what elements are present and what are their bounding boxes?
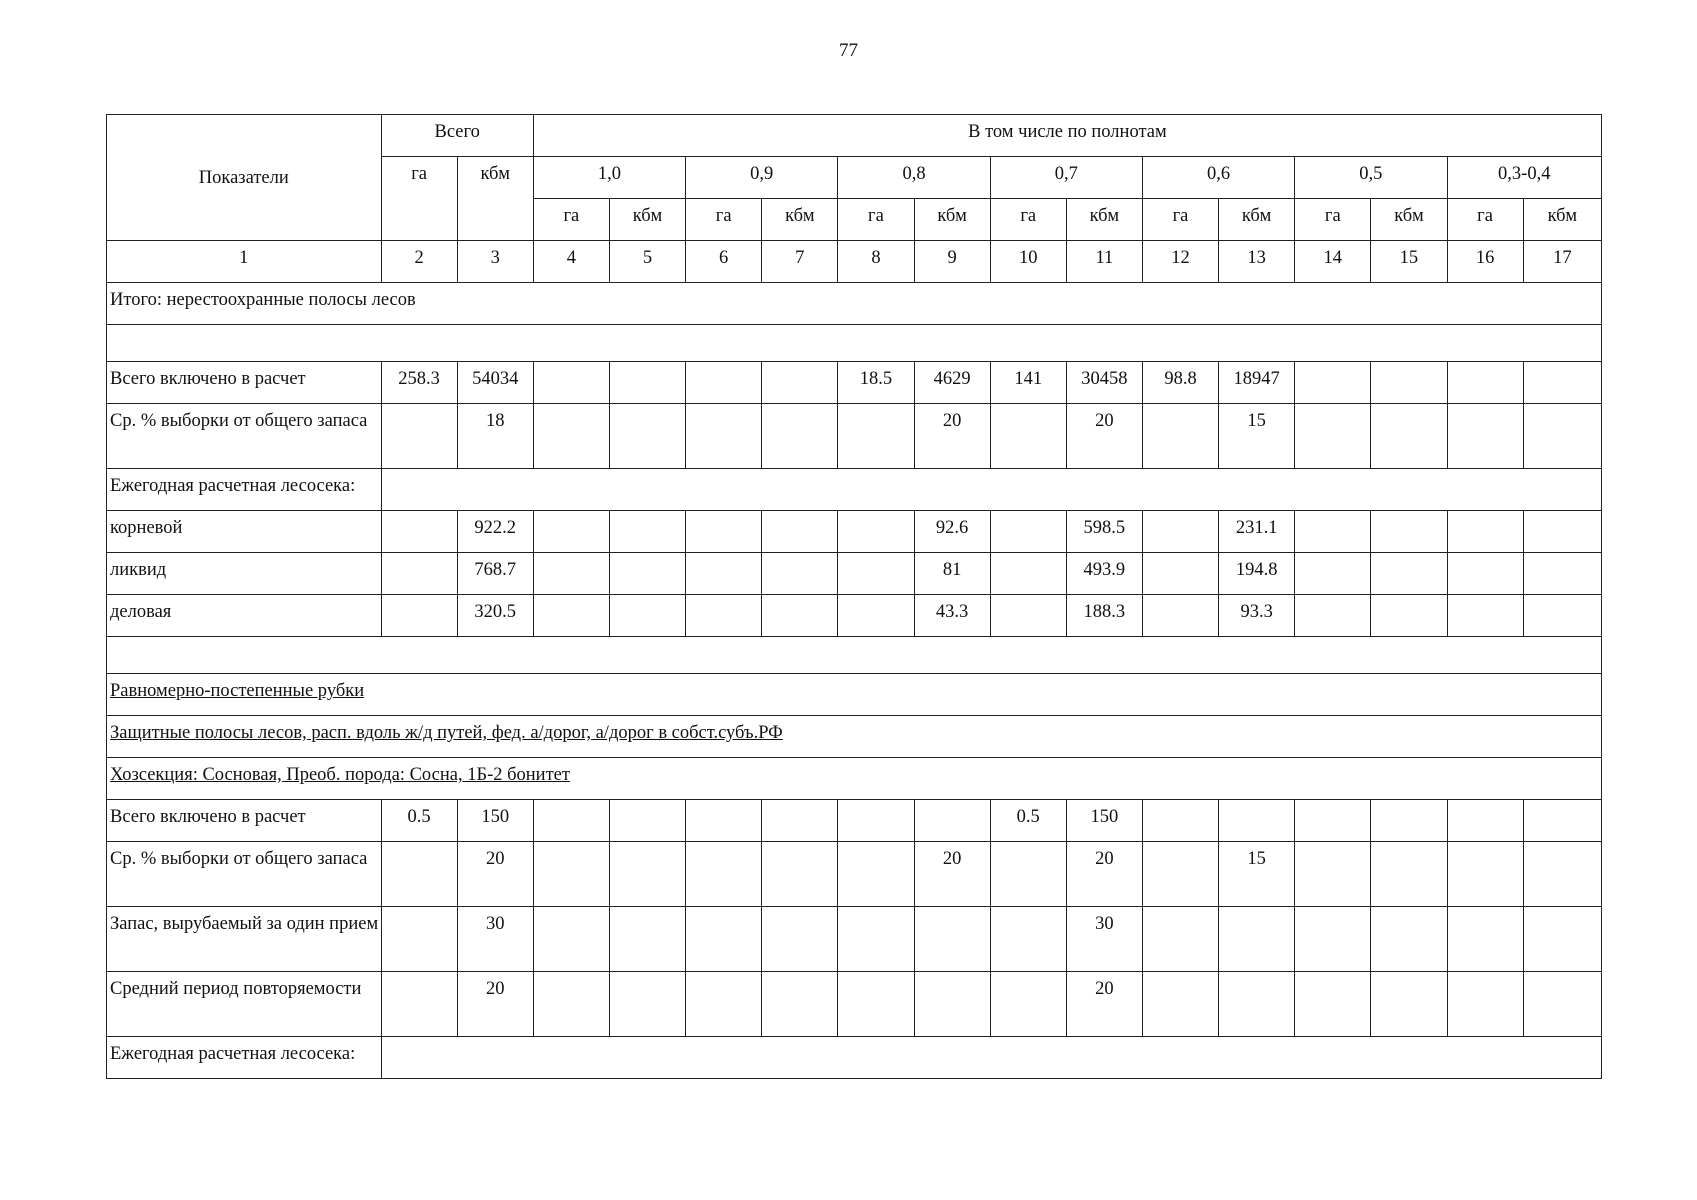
table-cell: [1295, 972, 1371, 1037]
row-label: корневой: [107, 511, 382, 553]
section-row: [107, 716, 1602, 758]
header-total-kbm: кбм: [457, 157, 533, 241]
section-title-text: Итого: нерестоохранные полосы лесов: [110, 290, 416, 310]
table-cell: 15: [1219, 404, 1295, 469]
table-cell: [990, 842, 1066, 907]
header-unit-kbm: кбм: [914, 199, 990, 241]
table-cell: [838, 595, 914, 637]
section-row: [107, 758, 1602, 800]
table-cell: [686, 595, 762, 637]
row-label: Ср. % выборки от общего запаса: [107, 404, 382, 469]
table-cell: 320.5: [457, 595, 533, 637]
table-cell: 20: [1066, 842, 1142, 907]
column-number: 11: [1066, 241, 1142, 283]
table-cell: [1447, 553, 1523, 595]
table-cell: [1371, 800, 1447, 842]
header-unit-kbm: кбм: [762, 199, 838, 241]
table-cell: 81: [914, 553, 990, 595]
table-cell: [1523, 907, 1601, 972]
table-cell: [1371, 907, 1447, 972]
header-unit-kbm: кбм: [1523, 199, 1601, 241]
header-density: 0,6: [1142, 157, 1294, 199]
table-cell: 18947: [1219, 362, 1295, 404]
header-unit-ha: га: [1142, 199, 1218, 241]
table-cell: [1447, 511, 1523, 553]
header-density: 0,9: [686, 157, 838, 199]
table-cell: [1142, 800, 1218, 842]
table-cell: [1523, 595, 1601, 637]
table-cell: [1371, 511, 1447, 553]
section-row: [107, 674, 1602, 716]
header-unit-kbm: кбм: [1371, 199, 1447, 241]
column-number: 5: [609, 241, 685, 283]
table-cell: [914, 800, 990, 842]
table-cell: [762, 362, 838, 404]
table-cell: 493.9: [1066, 553, 1142, 595]
table-row: [107, 469, 1602, 511]
table-cell: [533, 842, 609, 907]
table-cell: [533, 511, 609, 553]
column-number: 7: [762, 241, 838, 283]
table-cell: 20: [1066, 404, 1142, 469]
row-label: Ежегодная расчетная лесосека:: [107, 469, 382, 511]
table-cell: 20: [914, 842, 990, 907]
table-cell: [1371, 842, 1447, 907]
table-cell: 4629: [914, 362, 990, 404]
table-cell: [381, 907, 457, 972]
header-unit-kbm: кбм: [1066, 199, 1142, 241]
table-cell: [686, 404, 762, 469]
table-cell: [381, 511, 457, 553]
table-cell: [762, 907, 838, 972]
row-label: Средний период повторяемости: [107, 972, 382, 1037]
table-cell: [1371, 972, 1447, 1037]
table-cell: [1523, 842, 1601, 907]
column-number: 6: [686, 241, 762, 283]
empty-row: [107, 325, 1602, 362]
table-cell: [686, 907, 762, 972]
table-cell: 93.3: [1219, 595, 1295, 637]
table-cell: [1447, 907, 1523, 972]
header-unit-ha: га: [1295, 199, 1371, 241]
header-density: 0,5: [1295, 157, 1447, 199]
table-cell: [838, 511, 914, 553]
section-title-text: Защитные полосы лесов, расп. вдоль ж/д путей, фед. а/дорог, а/дорог в собст.субъ.РФ: [110, 723, 783, 743]
table-cell: [381, 842, 457, 907]
table-cell: [762, 511, 838, 553]
table-cell: [1447, 800, 1523, 842]
table-cell: [762, 972, 838, 1037]
table-cell: [381, 404, 457, 469]
table-cell: 0.5: [990, 800, 1066, 842]
header-unit-kbm: кбм: [609, 199, 685, 241]
table-cell: [762, 800, 838, 842]
column-number: 9: [914, 241, 990, 283]
table-cell: [990, 595, 1066, 637]
header-density: 1,0: [533, 157, 685, 199]
table-cell: [381, 972, 457, 1037]
table-cell: [533, 907, 609, 972]
table-cell: [1523, 972, 1601, 1037]
table-cell: [762, 842, 838, 907]
table-cell: [762, 553, 838, 595]
table-cell: [1142, 595, 1218, 637]
table-cell: [1142, 404, 1218, 469]
row-label: Всего включено в расчет: [107, 362, 382, 404]
table-cell: [838, 404, 914, 469]
table-cell: [533, 553, 609, 595]
table-cell: [1523, 511, 1601, 553]
table-cell: [990, 972, 1066, 1037]
table-cell: 30: [1066, 907, 1142, 972]
table-cell: [990, 404, 1066, 469]
table-cell: 20: [457, 842, 533, 907]
table-cell: [762, 404, 838, 469]
table-cell: [1295, 404, 1371, 469]
table-cell: [1295, 595, 1371, 637]
table-cell: [838, 842, 914, 907]
table-cell: [533, 800, 609, 842]
table-cell: [1142, 553, 1218, 595]
table-cell: [1523, 553, 1601, 595]
table-cell: [1447, 972, 1523, 1037]
table-cell: [990, 907, 1066, 972]
header-total-ha: га: [381, 157, 457, 241]
header-density: 0,7: [990, 157, 1142, 199]
table-cell: [1371, 595, 1447, 637]
header-unit-kbm: кбм: [1219, 199, 1295, 241]
table-cell: [609, 553, 685, 595]
column-number: 8: [838, 241, 914, 283]
table-cell: [1219, 972, 1295, 1037]
table-cell: [1447, 595, 1523, 637]
table-cell: [609, 800, 685, 842]
section-title: [107, 674, 1602, 716]
table-cell: [533, 362, 609, 404]
header-unit-ha: га: [990, 199, 1066, 241]
table-cell: [609, 404, 685, 469]
table-cell: 258.3: [381, 362, 457, 404]
forest-cutting-table: [106, 114, 1602, 1079]
table-cell: [686, 553, 762, 595]
header-total: Всего: [381, 115, 533, 157]
table-cell: [1295, 511, 1371, 553]
section-title: [107, 758, 1602, 800]
table-cell: [686, 972, 762, 1037]
table-row: [107, 842, 1602, 907]
section-title: [107, 716, 1602, 758]
table-cell: [533, 404, 609, 469]
table-cell: [686, 800, 762, 842]
table-row: [107, 595, 1602, 637]
table-cell: [609, 842, 685, 907]
table-cell: [838, 553, 914, 595]
column-number: 13: [1219, 241, 1295, 283]
empty-cell: [381, 469, 1601, 511]
column-number: 15: [1371, 241, 1447, 283]
table-cell: [1295, 800, 1371, 842]
table-cell: [1447, 842, 1523, 907]
column-number: 12: [1142, 241, 1218, 283]
row-label: Ежегодная расчетная лесосека:: [107, 1037, 382, 1079]
table-cell: [1371, 553, 1447, 595]
table-cell: [838, 907, 914, 972]
section-row: [107, 283, 1602, 325]
section-title-text: Хозсекция: Сосновая, Преоб. порода: Сосна, 1Б-2 бонитет: [110, 765, 570, 785]
section-title-text: Равномерно-постепенные рубки: [110, 681, 365, 701]
table-cell: [1295, 362, 1371, 404]
table-cell: [609, 595, 685, 637]
table-cell: 598.5: [1066, 511, 1142, 553]
table-row: [107, 1037, 1602, 1079]
table-cell: [609, 907, 685, 972]
table-cell: [1142, 842, 1218, 907]
table-cell: [990, 511, 1066, 553]
table-cell: 43.3: [914, 595, 990, 637]
column-number: 10: [990, 241, 1066, 283]
table-cell: [762, 595, 838, 637]
table-cell: 30458: [1066, 362, 1142, 404]
table-cell: 92.6: [914, 511, 990, 553]
table-row: [107, 362, 1602, 404]
header-including: В том числе по полнотам: [533, 115, 1601, 157]
empty-cell: [381, 1037, 1601, 1079]
row-label: ликвид: [107, 553, 382, 595]
table-cell: [686, 511, 762, 553]
table-cell: [381, 553, 457, 595]
table-row: [107, 907, 1602, 972]
section-title: [107, 283, 1602, 325]
column-number: 1: [107, 241, 382, 283]
column-number: 3: [457, 241, 533, 283]
column-number: 14: [1295, 241, 1371, 283]
header-indicators: Показатели: [107, 115, 382, 241]
column-number: 17: [1523, 241, 1601, 283]
header-unit-ha: га: [1447, 199, 1523, 241]
column-number: 16: [1447, 241, 1523, 283]
table-cell: 188.3: [1066, 595, 1142, 637]
header-density: 0,3-0,4: [1447, 157, 1602, 199]
row-label: Всего включено в расчет: [107, 800, 382, 842]
table-cell: [1447, 362, 1523, 404]
table-cell: [1447, 404, 1523, 469]
table-cell: [609, 972, 685, 1037]
table-cell: [609, 362, 685, 404]
empty-row: [107, 637, 1602, 674]
table-cell: 18: [457, 404, 533, 469]
table-row: [107, 553, 1602, 595]
table-cell: [1371, 362, 1447, 404]
table-cell: 150: [1066, 800, 1142, 842]
header-unit-ha: га: [686, 199, 762, 241]
table-cell: [838, 800, 914, 842]
table-cell: [1523, 362, 1601, 404]
table-cell: [686, 362, 762, 404]
table-cell: [838, 972, 914, 1037]
table-cell: 194.8: [1219, 553, 1295, 595]
table-cell: [914, 907, 990, 972]
table-cell: 15: [1219, 842, 1295, 907]
table-cell: [1295, 842, 1371, 907]
table-row: [107, 511, 1602, 553]
table-cell: 20: [1066, 972, 1142, 1037]
table-cell: [533, 972, 609, 1037]
column-number: 4: [533, 241, 609, 283]
table-cell: 30: [457, 907, 533, 972]
column-number: 2: [381, 241, 457, 283]
table-cell: [990, 553, 1066, 595]
table-cell: 231.1: [1219, 511, 1295, 553]
table-cell: 150: [457, 800, 533, 842]
table-cell: [1219, 800, 1295, 842]
empty-cell: [107, 637, 1602, 674]
table-cell: 98.8: [1142, 362, 1218, 404]
table-cell: [533, 595, 609, 637]
table-cell: [1219, 907, 1295, 972]
row-label: Запас, вырубаемый за один прием: [107, 907, 382, 972]
table-cell: 922.2: [457, 511, 533, 553]
table-cell: [1295, 907, 1371, 972]
table-row: [107, 972, 1602, 1037]
table-row: [107, 800, 1602, 842]
header-unit-ha: га: [533, 199, 609, 241]
row-label: деловая: [107, 595, 382, 637]
table-cell: 0.5: [381, 800, 457, 842]
empty-cell: [107, 325, 1602, 362]
header-unit-ha: га: [838, 199, 914, 241]
table-cell: 141: [990, 362, 1066, 404]
row-label: Ср. % выборки от общего запаса: [107, 842, 382, 907]
table-cell: [1142, 511, 1218, 553]
table-cell: [1523, 800, 1601, 842]
table-cell: [1295, 553, 1371, 595]
table-cell: 20: [914, 404, 990, 469]
header-density: 0,8: [838, 157, 990, 199]
table-cell: [686, 842, 762, 907]
table-cell: [914, 972, 990, 1037]
page-number: 77: [839, 40, 858, 61]
table-cell: [1142, 972, 1218, 1037]
table-cell: 768.7: [457, 553, 533, 595]
table-cell: 18.5: [838, 362, 914, 404]
table-cell: [381, 595, 457, 637]
table-cell: [1371, 404, 1447, 469]
table-cell: [1142, 907, 1218, 972]
table-row: [107, 404, 1602, 469]
table-cell: [609, 511, 685, 553]
table-cell: [1523, 404, 1601, 469]
table-cell: 54034: [457, 362, 533, 404]
table-cell: 20: [457, 972, 533, 1037]
